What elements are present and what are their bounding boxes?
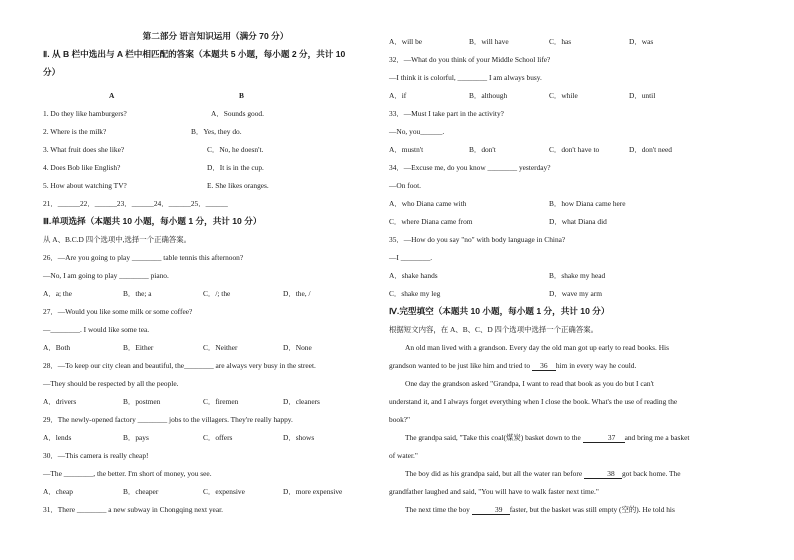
blank-39: 39 xyxy=(472,505,510,515)
match-a-1: 1. Do they like hamburgers? xyxy=(43,109,127,118)
q32-option-c: C．while xyxy=(549,91,578,100)
q26-option-a: A．a; the xyxy=(43,289,72,298)
q28-option-b: B．postmen xyxy=(123,397,161,406)
match-a-4: 4. Does Bob like English? xyxy=(43,163,121,172)
q27-option-b: B．Either xyxy=(123,343,154,352)
match-b-3: C．No, he doesn't. xyxy=(207,145,264,154)
question-28: 28．—To keep our city clean and beautiful, the________ are always very busy in the street. xyxy=(43,361,316,370)
q29-option-b: B．pays xyxy=(123,433,149,442)
q34-option-a: A．who Diana came with xyxy=(389,199,467,208)
question-34: 34．—Excuse me, do you know ________ yesterday? xyxy=(389,163,551,172)
passage-line: understand it, and I always forget everything when I close the book. What's the use of reading the xyxy=(389,397,678,406)
question-35-reply: —I ________. xyxy=(389,253,433,262)
q28-option-a: A．drivers xyxy=(43,397,77,406)
q31-option-d: D．was xyxy=(629,37,654,46)
q35-option-d: D．wave my arm xyxy=(549,289,602,298)
question-28-reply: —They should be respected by all the people. xyxy=(43,379,179,388)
blank-36: 36 xyxy=(532,361,556,371)
question-27-reply: —________. I would like some tea. xyxy=(43,325,150,334)
question-32-reply: —I think it is colorful, ________ I am always busy. xyxy=(389,73,542,82)
question-30-reply: —The ________, the better. I'm short of money, you see. xyxy=(43,469,212,478)
q28-option-d: D．cleaners xyxy=(283,397,320,406)
part-title: 第二部分 语言知识运用（满分 70 分） xyxy=(142,31,289,41)
question-26-reply: —No, I am going to play ________ piano. xyxy=(43,271,169,280)
passage-line: grandfather laughed and said, "You will have to walk faster next time." xyxy=(389,487,599,496)
q29-option-a: A．lends xyxy=(43,433,72,442)
q27-option-a: A．Both xyxy=(43,343,71,352)
q28-option-c: C．firemen xyxy=(203,397,239,406)
question-26: 26．—Are you going to play ________ table tennis this afternoon? xyxy=(43,253,244,262)
q30-option-d: D．more expensive xyxy=(283,487,343,496)
q29-option-d: D．shows xyxy=(283,433,315,442)
blank-37: 37 xyxy=(583,433,625,443)
q33-option-c: C．don't have to xyxy=(549,145,600,154)
blank-38: 38 xyxy=(584,469,622,479)
q31-option-b: B．will have xyxy=(469,37,509,46)
q30-option-c: C．expensive xyxy=(203,487,245,496)
q31-option-a: A．will be xyxy=(389,37,423,46)
q32-option-b: B．although xyxy=(469,91,508,100)
match-b-4: D．It is in the cup. xyxy=(207,163,264,172)
q35-option-a: A．shake hands xyxy=(389,271,438,280)
match-b-1: A．Sounds good. xyxy=(211,109,264,118)
match-a-2: 2. Where is the milk? xyxy=(43,127,107,136)
section-4-title: Ⅳ.完型填空（本题共 10 小题，每小题 1 分，共计 10 分） xyxy=(389,306,610,316)
section-4-instructions: 根据短文内容，在 A、B、C、D 四个选项中选择一个正确答案。 xyxy=(389,325,598,334)
q26-option-d: D．the, / xyxy=(283,289,311,298)
question-33: 33．—Must I take part in the activity? xyxy=(389,109,504,118)
question-35: 35．—How do you say "no" with body language in China? xyxy=(389,235,566,244)
question-32: 32．—What do you think of your Middle School life? xyxy=(389,55,551,64)
match-a-5: 5. How about watching TV? xyxy=(43,181,127,190)
q29-option-c: C．offers xyxy=(203,433,233,442)
question-34-reply: —On foot. xyxy=(389,181,422,190)
passage-line: of water." xyxy=(389,451,418,460)
q34-option-c: C．where Diana came from xyxy=(389,217,473,226)
q33-option-b: B．don't xyxy=(469,145,496,154)
match-b-5: E. She likes oranges. xyxy=(207,181,269,190)
question-29: 29．The newly-opened factory ________ jobs to the villagers. They're really happy. xyxy=(43,415,293,424)
passage-line: The next time the boy 39 faster, but the basket was still empty (空的). He told his xyxy=(405,505,675,514)
section-2-title: Ⅱ. 从 B 栏中选出与 A 栏中相匹配的答案（本题共 5 小题，每小题 2 分，共计 10 xyxy=(43,49,346,59)
section-3-instructions: 从 A、B.C.D 四个选项中,选择一个正确答案。 xyxy=(43,235,192,244)
passage-line: One day the grandson asked "Grandpa, I want to read that book as you do but I can't xyxy=(405,379,654,388)
column-b-header: B xyxy=(239,91,244,100)
match-a-3: 3. What fruit does she like? xyxy=(43,145,125,154)
passage-line: book?" xyxy=(389,415,411,424)
question-27: 27．—Would you like some milk or some coffee? xyxy=(43,307,193,316)
q26-option-c: C．/; the xyxy=(203,289,231,298)
section-3-title: Ⅲ.单项选择（本题共 10 小题，每小题 1 分，共计 10 分） xyxy=(43,216,262,226)
q34-option-b: B．how Diana came here xyxy=(549,199,626,208)
column-a-header: A xyxy=(109,91,115,100)
q31-option-c: C．has xyxy=(549,37,572,46)
q27-option-c: C．Neither xyxy=(203,343,238,352)
section-2-title-cont: 分） xyxy=(43,67,61,77)
passage-line: An old man lived with a grandson. Every day the old man got up early to read books. His xyxy=(405,343,669,352)
q27-option-d: D．None xyxy=(283,343,312,352)
question-30: 30．—This camera is really cheap! xyxy=(43,451,149,460)
q33-option-d: D．don't need xyxy=(629,145,672,154)
q34-option-d: D．what Diana did xyxy=(549,217,607,226)
answer-line: 21．______22．______23．______24．______25．______ xyxy=(43,199,228,208)
q35-option-b: B．shake my head xyxy=(549,271,606,280)
passage-line: The grandpa said, "Take this coal(煤炭) basket down to the 37 and bring me a basket xyxy=(405,433,690,442)
passage-line: The boy did as his grandpa said, but all the water ran before 38 got back home. The xyxy=(405,469,681,478)
q33-option-a: A．mustn't xyxy=(389,145,424,154)
passage-line: grandson wanted to be just like him and tried to 36 him in every way he could. xyxy=(389,361,637,370)
question-33-reply: —No, you______. xyxy=(389,127,445,136)
q32-option-d: D．until xyxy=(629,91,656,100)
match-b-2: B．Yes, they do. xyxy=(191,127,242,136)
q35-option-c: C．shake my leg xyxy=(389,289,441,298)
q30-option-b: B．cheaper xyxy=(123,487,159,496)
question-31: 31．There ________ a new subway in Chongqing next year. xyxy=(43,505,224,514)
q32-option-a: A．if xyxy=(389,91,407,100)
q30-option-a: A．cheap xyxy=(43,487,73,496)
q26-option-b: B．the; a xyxy=(123,289,152,298)
